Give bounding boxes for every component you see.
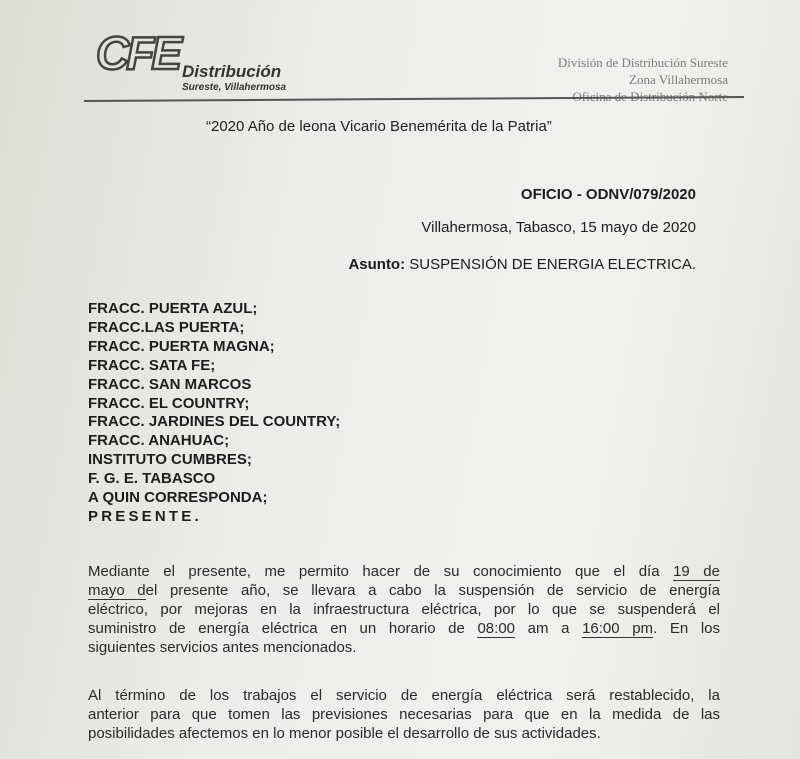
zone-line: Zona Villahermosa	[629, 72, 728, 87]
subject-line	[348, 256, 696, 273]
oficio-number: OFICIO - ODNV/079/2020	[520, 186, 696, 203]
restoration-paragraph	[88, 686, 720, 743]
paragraph-line	[88, 619, 720, 638]
start-time: 08:00	[477, 620, 516, 637]
paragraph-line	[88, 562, 720, 581]
end-time: 16:00 pm	[582, 620, 654, 637]
recipient-item: FRACC. SAN MARCOS	[88, 375, 252, 393]
recipient-item: INSTITUTO CUMBRES;	[88, 451, 252, 469]
paragraph-line	[88, 581, 720, 600]
division-line: División de Distribución Sureste	[557, 55, 728, 70]
text-run: Mediante el presente, me permito hacer de su conocimiento que el día	[88, 563, 674, 580]
recipient-item: FRACC. SATA FE;	[88, 356, 216, 374]
brand-name: Distribución	[182, 62, 282, 81]
notice-paragraph	[88, 562, 720, 657]
paragraph-line: Al término de los trabajos el servicio de energía eléctrica será restablecido, la	[88, 687, 720, 704]
text-run: am a	[515, 620, 583, 637]
recipients-list	[88, 300, 340, 527]
recipient-item: FRACC.LAS PUERTA;	[88, 318, 245, 336]
recipient-item: A QUIN CORRESPONDA;	[88, 489, 268, 507]
recipient-item: FRACC. PUERTA MAGNA;	[88, 337, 275, 355]
place-date: Villahermosa, Tabasco, 15 mayo de 2020	[421, 219, 696, 236]
cfe-logo-mark: CFE	[96, 27, 179, 79]
paragraph-line: anterior para que tomen las previsiones necesarias para que en la medida de las	[88, 706, 720, 723]
presente-line: PRESENTE.	[88, 507, 202, 525]
text-run: . En los	[653, 620, 720, 637]
text-run: el presente año, se llevara a cabo la suspensión de servicio de energía	[145, 582, 720, 599]
recipient-item: FRACC. PUERTA AZUL;	[88, 300, 258, 317]
text-run: suministro de energía eléctrica en un horario de	[88, 620, 478, 637]
motto: “2020 Año de leona Vicario Benemérita de la Patria”	[206, 118, 552, 135]
recipient-item: FRACC. ANAHUAC;	[88, 432, 230, 450]
recipient-item: F. G. E. TABASCO	[88, 470, 216, 488]
subject-label: Asunto:	[348, 256, 406, 273]
paragraph-line: posibilidades afectemos en lo menor posible el desarrollo de sus actividades.	[88, 725, 601, 742]
date-underline: mayo d	[88, 582, 146, 599]
paragraph-line: siguientes servicios antes mencionados.	[88, 639, 357, 656]
recipient-item: FRACC. EL COUNTRY;	[88, 394, 250, 412]
recipient-item: FRACC. JARDINES DEL COUNTRY;	[88, 413, 341, 431]
paragraph-line: eléctrico, por mejoras en la infraestructura eléctrica, por lo que se suspenderá el	[88, 601, 720, 618]
subject-value: SUSPENSIÓN DE ENERGIA ELECTRICA.	[405, 256, 696, 273]
date-underline: 19 de	[673, 563, 720, 580]
brand-region: Sureste, Villahermosa	[182, 82, 287, 93]
